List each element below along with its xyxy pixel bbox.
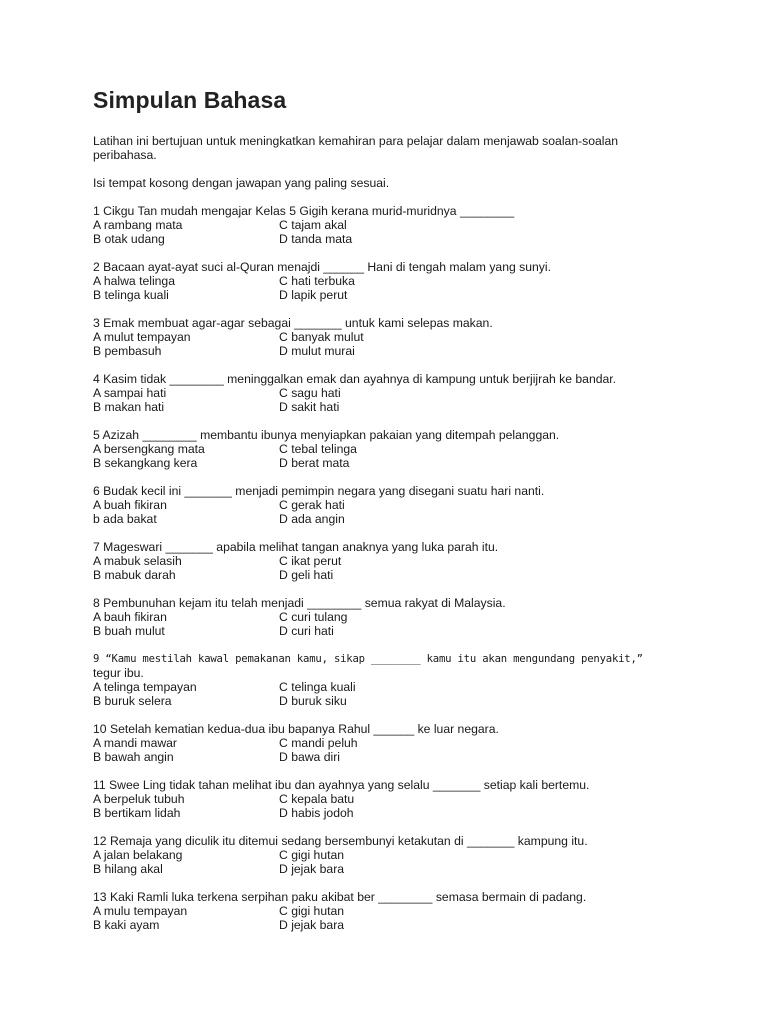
option-a: A jalan belakang: [93, 848, 183, 862]
option-b: b ada bakat: [93, 512, 157, 526]
option-d: D lapik perut: [279, 288, 348, 302]
option-c: C tebal telinga: [279, 442, 357, 456]
option-c: C banyak mulut: [279, 330, 364, 344]
answer-options: [93, 736, 673, 764]
option-d: D habis jodoh: [279, 806, 354, 820]
option-c: C kepala batu: [279, 792, 355, 806]
question-list: [93, 204, 673, 932]
answer-options: [93, 386, 673, 414]
option-c: C ikat perut: [279, 554, 342, 568]
option-d: D buruk siku: [279, 694, 347, 708]
option-a: A buah fikiran: [93, 498, 167, 512]
question-5: [93, 428, 673, 470]
option-c: C hati terbuka: [279, 274, 355, 288]
option-a: A bersengkang mata: [93, 442, 205, 456]
question-7: [93, 540, 673, 582]
option-d: D ada angin: [279, 512, 345, 526]
option-b: B sekangkang kera: [93, 456, 198, 470]
question-8: [93, 596, 673, 638]
option-c: C sagu hati: [279, 386, 341, 400]
question-stem: 10 Setelah kematian kedua-dua ibu bapanya Rahul ______ ke luar negara.: [93, 722, 499, 736]
question-10: [93, 722, 673, 764]
question-stem: 9 “Kamu mestilah kawal pemakanan kamu, sikap ________ kamu itu akan mengundang penyakit,”: [93, 653, 643, 665]
answer-options: [93, 330, 673, 358]
answer-options: [93, 442, 673, 470]
question-9: [93, 652, 673, 708]
option-a: A halwa telinga: [93, 274, 175, 288]
question-11: [93, 778, 673, 820]
intro-paragraph: Latihan ini bertujuan untuk meningkatkan kemahiran para pelajar dalam menjawab soalan-soalan peribahasa.: [93, 134, 619, 162]
option-a: A rambang mata: [93, 218, 183, 232]
option-a: A telinga tempayan: [93, 680, 197, 694]
option-b: B makan hati: [93, 400, 165, 414]
option-d: D jejak bara: [279, 918, 345, 932]
question-stem: 3 Emak membuat agar-agar sebagai _______ untuk kami selepas makan.: [93, 316, 493, 330]
question-12: [93, 834, 673, 876]
answer-options: [93, 848, 673, 876]
question-stem: 1 Cikgu Tan mudah mengajar Kelas 5 Gigih kerana murid-muridnya ________: [93, 204, 515, 218]
option-d: D tanda mata: [279, 232, 353, 246]
question-2: [93, 260, 673, 302]
question-1: [93, 204, 673, 246]
option-d: D sakit hati: [279, 400, 340, 414]
worksheet-page: [93, 84, 673, 946]
question-4: [93, 372, 673, 414]
option-d: D mulut murai: [279, 344, 355, 358]
question-stem: 7 Mageswari _______ apabila melihat tangan anaknya yang luka parah itu.: [93, 540, 499, 554]
question-stem: 4 Kasim tidak ________ meninggalkan emak dan ayahnya di kampung untuk berjijrah ke bandar.: [93, 372, 617, 386]
option-b: B mabuk darah: [93, 568, 176, 582]
question-stem: 2 Bacaan ayat-ayat suci al-Quran menajdi ______ Hani di tengah malam yang sunyi.: [93, 260, 551, 274]
option-a: A mabuk selasih: [93, 554, 182, 568]
question-stem-continued: tegur ibu.: [93, 666, 144, 680]
option-b: B bertikam lidah: [93, 806, 181, 820]
option-b: B kaki ayam: [93, 918, 160, 932]
answer-options: [93, 498, 673, 526]
question-stem: 5 Azizah ________ membantu ibunya menyiapkan pakaian yang ditempah pelanggan.: [93, 428, 560, 442]
question-stem: 11 Swee Ling tidak tahan melihat ibu dan ayahnya yang selalu _______ setiap kali bertemu.: [93, 778, 590, 792]
option-c: C telinga kuali: [279, 680, 356, 694]
option-c: C gigi hutan: [279, 904, 345, 918]
question-3: [93, 316, 673, 358]
answer-options: [93, 218, 673, 246]
answer-options: [93, 554, 673, 582]
option-d: D bawa diri: [279, 750, 340, 764]
question-stem: 6 Budak kecil ini _______ menjadi pemimpin negara yang disegani suatu hari nanti.: [93, 484, 545, 498]
option-b: B bawah angin: [93, 750, 174, 764]
answer-options: [93, 610, 673, 638]
option-d: D geli hati: [279, 568, 334, 582]
option-c: C gigi hutan: [279, 848, 345, 862]
answer-options: [93, 680, 673, 708]
question-stem: 8 Pembunuhan kejam itu telah menjadi ________ semua rakyat di Malaysia.: [93, 596, 506, 610]
option-b: B telinga kuali: [93, 288, 169, 302]
option-d: D curi hati: [279, 624, 334, 638]
option-a: A bauh fikiran: [93, 610, 167, 624]
option-c: C tajam akal: [279, 218, 347, 232]
option-b: B buruk selera: [93, 694, 172, 708]
question-13: [93, 890, 673, 932]
answer-options: [93, 904, 673, 932]
option-b: B hilang akal: [93, 862, 163, 876]
option-a: A mandi mawar: [93, 736, 177, 750]
option-a: A mulu tempayan: [93, 904, 188, 918]
question-6: [93, 484, 673, 526]
answer-options: [93, 274, 673, 302]
option-d: D berat mata: [279, 456, 350, 470]
option-b: B pembasuh: [93, 344, 162, 358]
page-title: Simpulan Bahasa: [93, 87, 287, 113]
option-c: C mandi peluh: [279, 736, 358, 750]
option-d: D jejak bara: [279, 862, 345, 876]
instruction-text: Isi tempat kosong dengan jawapan yang paling sesuai.: [93, 176, 390, 190]
answer-options: [93, 792, 673, 820]
question-stem: 13 Kaki Ramli luka terkena serpihan paku akibat ber ________ semasa bermain di padang.: [93, 890, 587, 904]
option-a: A berpeluk tubuh: [93, 792, 185, 806]
option-a: A sampai hati: [93, 386, 167, 400]
option-c: C gerak hati: [279, 498, 345, 512]
option-b: B otak udang: [93, 232, 165, 246]
option-a: A mulut tempayan: [93, 330, 191, 344]
option-b: B buah mulut: [93, 624, 165, 638]
option-c: C curi tulang: [279, 610, 348, 624]
question-stem: 12 Remaja yang diculik itu ditemui sedang bersembunyi ketakutan di _______ kampung itu.: [93, 834, 588, 848]
